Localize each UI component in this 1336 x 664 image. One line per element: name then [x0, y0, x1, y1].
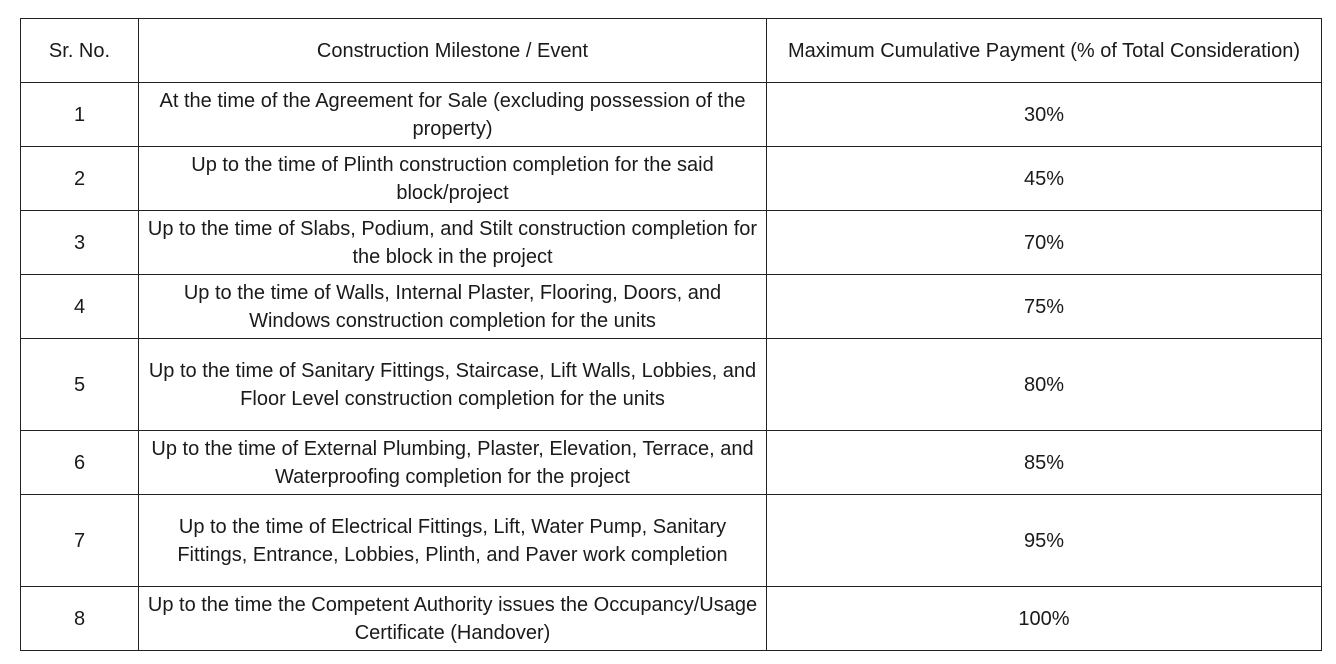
table-row	[21, 147, 1322, 211]
payment-schedule-table	[20, 18, 1322, 651]
cell-payment: 75%	[767, 275, 1322, 339]
header-sr-no: Sr. No.	[21, 19, 139, 83]
cell-payment: 70%	[767, 211, 1322, 275]
table-row	[21, 211, 1322, 275]
header-milestone: Construction Milestone / Event	[139, 19, 767, 83]
cell-sr-no: 3	[21, 211, 139, 275]
cell-milestone: Up to the time of Walls, Internal Plaster, Flooring, Doors, and Windows construction completion for the units	[139, 275, 767, 339]
cell-sr-no: 6	[21, 431, 139, 495]
table-row	[21, 339, 1322, 431]
cell-payment: 30%	[767, 83, 1322, 147]
table-row	[21, 275, 1322, 339]
cell-milestone: Up to the time the Competent Authority issues the Occupancy/Usage Certificate (Handover)	[139, 587, 767, 651]
cell-payment: 100%	[767, 587, 1322, 651]
cell-sr-no: 1	[21, 83, 139, 147]
cell-payment: 45%	[767, 147, 1322, 211]
cell-milestone: Up to the time of External Plumbing, Plaster, Elevation, Terrace, and Waterproofing completion for the project	[139, 431, 767, 495]
cell-payment: 80%	[767, 339, 1322, 431]
cell-milestone: At the time of the Agreement for Sale (excluding possession of the property)	[139, 83, 767, 147]
cell-sr-no: 4	[21, 275, 139, 339]
cell-payment: 95%	[767, 495, 1322, 587]
table-row	[21, 431, 1322, 495]
cell-sr-no: 8	[21, 587, 139, 651]
header-payment: Maximum Cumulative Payment (% of Total Consideration)	[767, 19, 1322, 83]
table-row	[21, 495, 1322, 587]
cell-payment: 85%	[767, 431, 1322, 495]
table-header-row	[21, 19, 1322, 83]
cell-milestone: Up to the time of Sanitary Fittings, Staircase, Lift Walls, Lobbies, and Floor Level construction completion for the units	[139, 339, 767, 431]
table-row	[21, 83, 1322, 147]
cell-sr-no: 5	[21, 339, 139, 431]
cell-milestone: Up to the time of Plinth construction completion for the said block/project	[139, 147, 767, 211]
cell-sr-no: 2	[21, 147, 139, 211]
cell-sr-no: 7	[21, 495, 139, 587]
table-row	[21, 587, 1322, 651]
cell-milestone: Up to the time of Electrical Fittings, Lift, Water Pump, Sanitary Fittings, Entrance, Lobbies, Plinth, and Paver work completion	[139, 495, 767, 587]
cell-milestone: Up to the time of Slabs, Podium, and Stilt construction completion for the block in the project	[139, 211, 767, 275]
